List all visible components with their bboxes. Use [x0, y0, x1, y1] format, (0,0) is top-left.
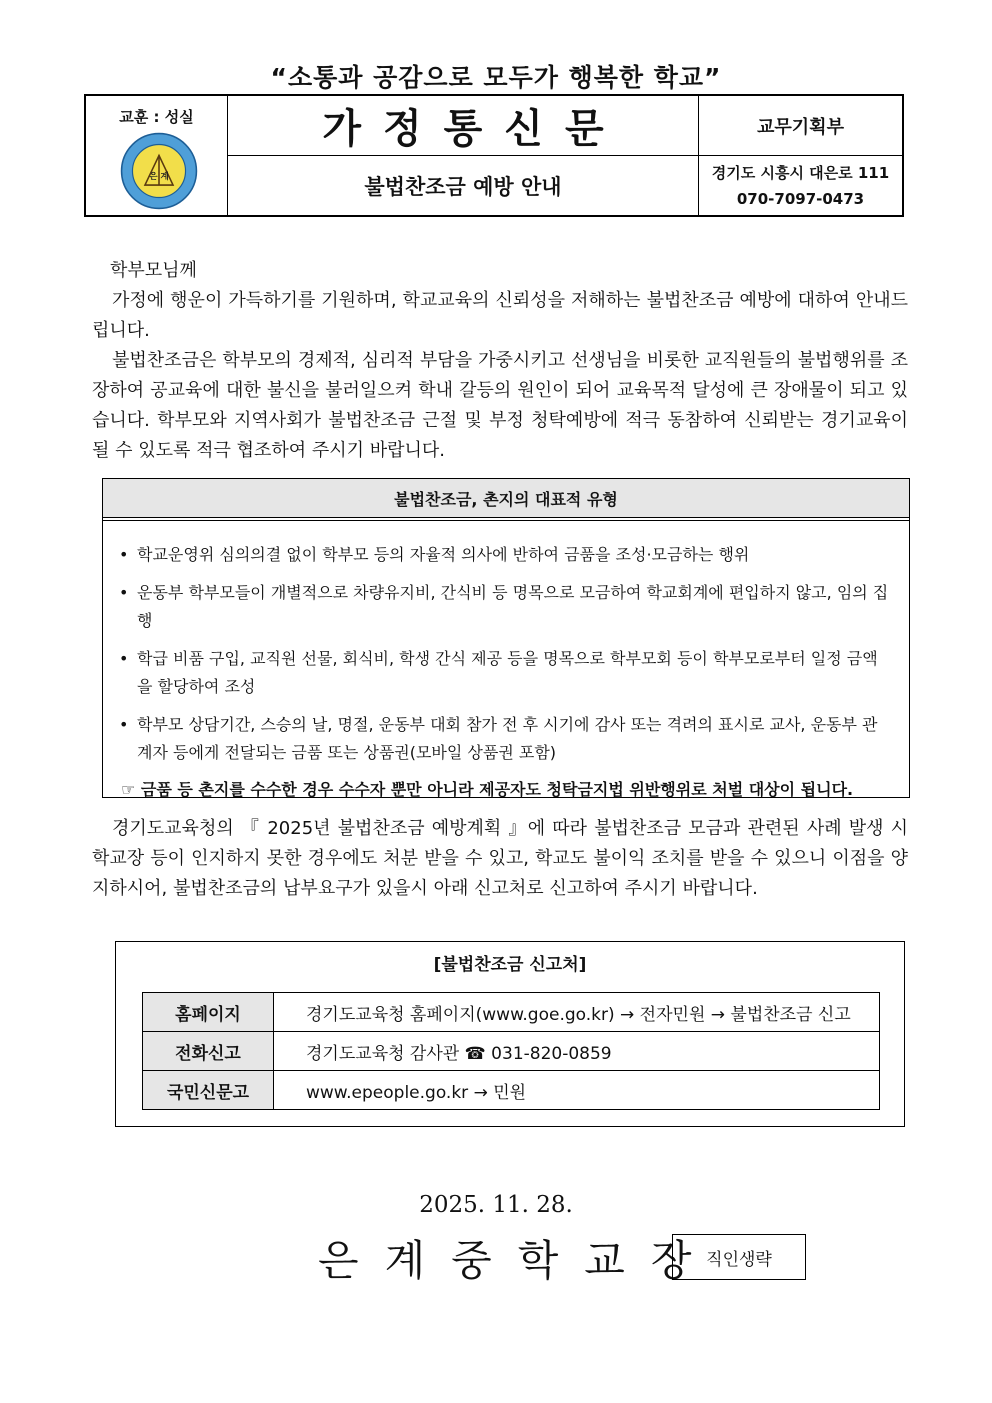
list-item: • 학부모 상담기간, 스승의 날, 명절, 운동부 대회 참가 전 후 시기에 감사 또는 격려의 표시로 교사, 운동부 관계자 등에게 전달되는 금품 또는 상품권(모바일 상품권 포함) [117, 711, 889, 767]
newsletter-header [84, 94, 904, 217]
school-motto-banner: “소통과 공감으로 모두가 행복한 학교” [270, 63, 722, 92]
emblem-text: 은 계 [149, 171, 169, 182]
report-box-title: [불법찬조금 신고처] [433, 955, 587, 975]
school-motto-label: 교훈 : 성실 [119, 108, 194, 126]
policy-paragraph: 경기도교육청의 『 2025년 불법찬조금 예방계획 』에 따라 불법찬조금 모금과 관련된 사례 발생 시 학교장 등이 인지하지 못한 경우에도 처분 받을 수 있고, 학교도 불이익 조치를 받을 수 있으니 이점을 양지하시어, 불법찬조금의 납부요구가 있을시 아래 신고처로 신고하여 주시기 바랍니다. [92, 818, 908, 899]
motto-cell [86, 96, 228, 215]
report-label: 전화신고 [143, 1032, 274, 1071]
table-row [143, 993, 880, 1032]
report-label: 국민신문고 [143, 1071, 274, 1110]
school-address: 경기도 시흥시 대은로 111 [711, 163, 890, 182]
newsletter-title: 가정통신문 [322, 106, 626, 152]
bullet-icon: • [119, 545, 129, 564]
report-label: 홈페이지 [143, 993, 274, 1032]
bullet-icon: • [119, 649, 129, 668]
principal-signature: 은계중학교장 [318, 1236, 718, 1285]
report-value: 경기도교육청 홈페이지(www.goe.go.kr) → 전자민원 → 불법찬조금 신고 [274, 993, 880, 1032]
report-box [115, 941, 905, 1127]
explanation-paragraph: 불법찬조금은 학부모의 경제적, 심리적 부담을 가중시키고 선생님을 비롯한 교직원들의 불법행위를 조장하여 공교육에 대한 불신을 불러일으켜 학내 갈등의 원인이 되어 교육목적 달성에 큰 장애물이 되고 있습니다. 학부모와 지역사회가 불법찬조금 근절 및 부정 청탁예방에 적극 동참하여 신뢰받는 경기교육이 될 수 있도록 적극 협조하여 주시기 바랍니다. [92, 350, 908, 461]
contact-cell [699, 156, 902, 215]
issue-date: 2025. 11. 28. [419, 1192, 573, 1218]
bullet-icon: • [119, 715, 129, 734]
report-table [142, 992, 880, 1110]
types-box [102, 478, 910, 798]
intro-paragraph: 가정에 행운이 가득하기를 기원하며, 학교교육의 신뢰성을 저해하는 불법찬조금 예방에 대하여 안내드립니다. [92, 290, 908, 341]
list-item: • 학교운영위 심의의결 없이 학부모 등의 자율적 의사에 반하여 금품을 조성·모금하는 행위 [117, 541, 889, 569]
penalty-note-text: 금품 등 촌지를 수수한 경우 수수자 뿐만 아니라 제공자도 청탁금지법 위반행위로 처벌 대상이 됩니다. [140, 780, 854, 799]
report-value: 경기도교육청 감사관 ☎ 031-820-0859 [274, 1032, 880, 1071]
school-emblem-icon [120, 132, 198, 210]
department-name: 교무기획부 [757, 116, 844, 138]
types-box-title: 불법찬조금, 촌지의 대표적 유형 [103, 479, 909, 518]
title-cell [228, 96, 699, 156]
report-value: www.epeople.go.kr → 민원 [274, 1071, 880, 1110]
department-cell [699, 96, 902, 156]
pointing-hand-icon: ☞ [121, 780, 136, 799]
greeting: 학부모님께 [110, 260, 197, 281]
school-phone: 070-7097-0473 [736, 189, 865, 208]
list-item: • 학급 비품 구입, 교직원 선물, 회식비, 학생 간식 제공 등을 명목으로 학부모회 등이 학부모로부터 일정 금액을 할당하여 조성 [117, 645, 889, 701]
penalty-note [103, 777, 909, 803]
types-list [103, 521, 909, 767]
list-item: • 운동부 학부모들이 개별적으로 차량유지비, 간식비 등 명목으로 모금하여 학교회계에 편입하지 않고, 임의 집행 [117, 579, 889, 635]
table-row [143, 1071, 880, 1110]
seal-omitted-box: 직인생략 [672, 1234, 806, 1280]
subject-cell [228, 156, 699, 215]
table-row [143, 1032, 880, 1071]
bullet-icon: • [119, 583, 129, 602]
newsletter-subject: 불법찬조금 예방 안내 [364, 174, 562, 199]
